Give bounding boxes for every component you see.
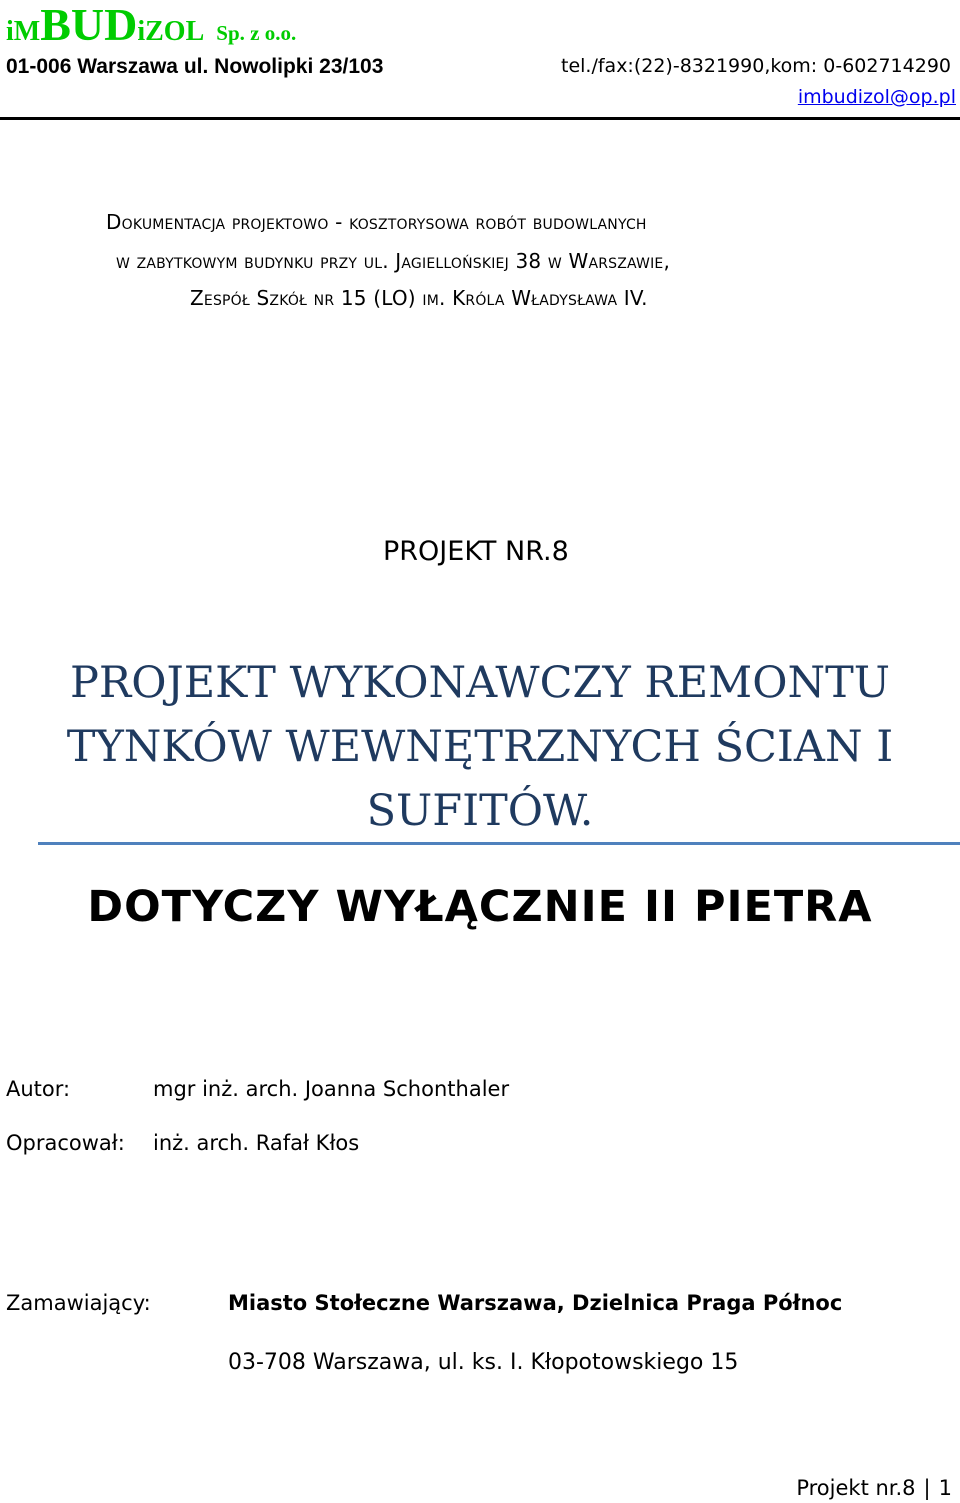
project-title-line-3: SUFITÓW. [366,786,594,836]
author-label: Autor: [6,1077,71,1101]
client-label: Zamawiający: [6,1291,151,1315]
project-number: PROJEKT NR.8 [383,536,569,567]
footer-page-number: 1 [938,1476,952,1500]
company-address: 01-006 Warszawa ul. Nowolipki 23/103 [6,55,384,78]
description-line-1: Dokumentacja projektowo - kosztorysowa robót budowlanych [106,210,647,234]
page-footer [796,1476,952,1500]
author-value: mgr inż. arch. Joanna Schonthaler [153,1077,510,1101]
project-subtitle: DOTYCZY WYŁĄCZNIE II PIETRA [87,882,873,932]
logo-part-2: BUD [40,0,138,50]
client-address: 03-708 Warszawa, ul. ks. I. Kłopotowskiego 15 [228,1350,739,1375]
header-divider [0,117,960,120]
footer-separator: | [923,1476,931,1500]
title-divider [38,842,960,845]
prepared-by-value: inż. arch. Rafał Kłos [153,1131,360,1155]
client-name: Miasto Stołeczne Warszawa, Dzielnica Praga Północ [228,1291,843,1315]
company-logo [6,2,296,48]
description-line-3: Zespół Szkół nr 15 (LO) im. Króla Władysława IV. [190,286,648,310]
description-line-2: w zabytkowym budynku przy ul. Jagiellońskiej 38 w Warszawie, [116,249,671,273]
project-title-line-2: TYNKÓW WEWNĘTRZNYCH ŚCIAN I [66,722,894,772]
prepared-by-label: Opracował: [6,1131,125,1155]
project-title-line-1: PROJEKT WYKONAWCZY REMONTU [69,658,891,708]
logo-part-1: iM [6,16,41,47]
company-phone: tel./fax:(22)-8321990,kom: 0-602714290 [561,55,951,77]
logo-suffix: Sp. z o.o. [216,21,297,45]
footer-doc-label: Projekt nr.8 [796,1476,916,1500]
logo-part-3: iZOL [137,16,205,47]
company-email-link[interactable]: imbudizol@op.pl [797,86,956,108]
